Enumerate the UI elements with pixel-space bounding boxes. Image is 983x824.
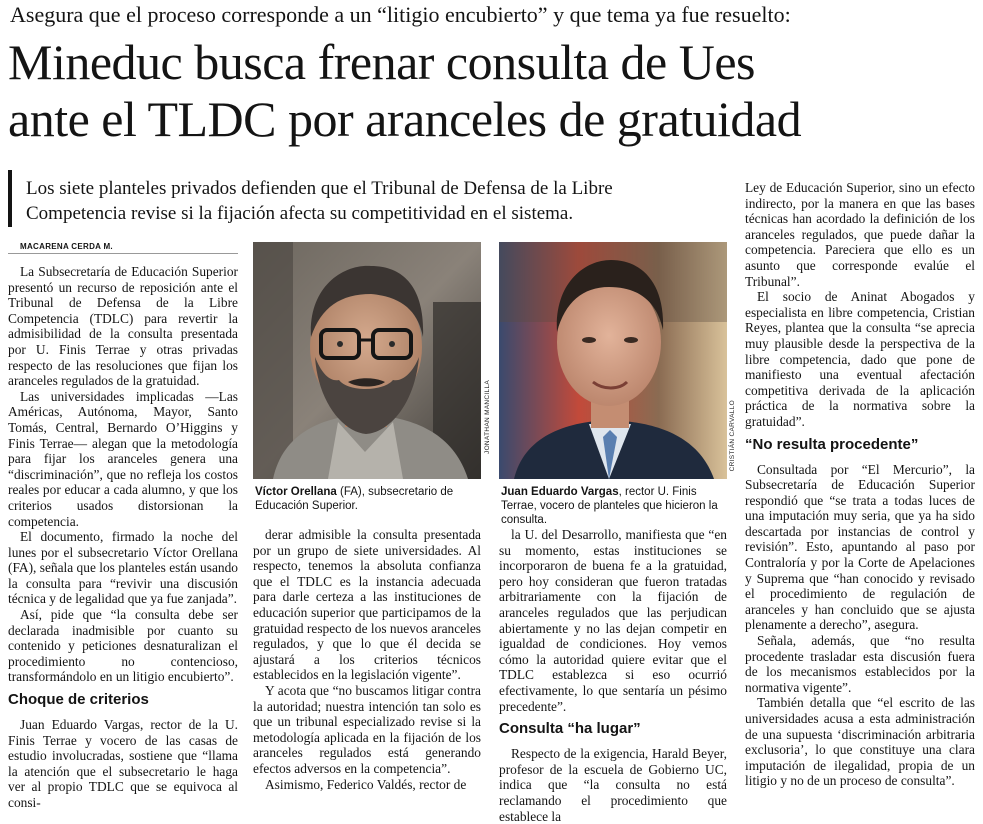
headline-line-2: ante el TLDC por aranceles de gratuidad [8,91,802,147]
paragraph: El socio de Aninat Abogados y especialista en libre competencia, Cristian Reyes, plantea que la consulta “se aprecia muy plausible desde la perspectiva de la libre competencia, dado que pone de manifiesto una eventual afectación competitiva derivada de la aplicación práctica de la normativa sobre la gratuidad”. [745,289,975,429]
dek-line-1: Los siete planteles privados defienden que el Tribunal de Defensa de la Libre [26,178,613,199]
photo-caption-right [501,485,731,527]
article-headline [8,34,978,148]
photo-victor-orellana [253,242,481,479]
portrait-image [499,242,727,479]
caption-name: Juan Eduardo Vargas [501,486,619,498]
paragraph: Consultada por “El Mercurio”, la Subsecretaría de Educación Superior respondió que “se trata a todas luces de una imputación muy seria, que ya ha sido descartada por instancias de control y revisión”. Esto, apuntando al paso por Contraloría y por la Corte de Apelaciones y Suprema que “han conocido y revisado el procedimiento de regulación de aranceles y han concluido que se ajusta plenamente a derecho”, asegura. [745,461,975,633]
byline-rule [8,253,238,254]
subheading: “No resulta procedente” [745,435,919,453]
photo-credit-right: CRISTIÁN CARVALLO [729,400,736,472]
paragraph: Juan Eduardo Vargas, rector de la U. Finis Terrae y vocero de las casas de estudio involucradas, sostiene que “llama la atención que el subsecretario le haga ver al propio TDLC que se equivoca al consi- [8,717,238,810]
paragraph: Señala, además, que “no resulta procedente trasladar esta discusión fuera de los mecanismos establecidos por la normativa vigente”. [745,633,975,695]
caption-text: , rector U. Finis Terrae, vocero de planteles que hicieron la consulta. [501,486,718,526]
paragraph: Respecto de la exigencia, Harald Beyer, profesor de la escuela de Gobierno UC, indica que “la consulta no está reclamando el procedimiento que establece la [499,746,727,824]
article-dek [26,176,731,226]
headline-line-1: Mineduc busca frenar consulta de Ues [8,34,755,90]
paragraph: Las universidades implicadas —Las Américas, Autónoma, Mayor, Santo Tomás, Central, Bernardo O’Higgins y Finis Terrae— alegan que la metodología para fijar los aranceles genera una “discriminación”, que no refleja los costos reales por educar a cada alumno, y que los criterios usados distorsionan la competencia. [8,388,238,529]
paragraph: También detalla que “el escrito de las universidades acusa a esta administración de una supuesta ‘discriminación arbitraria exclusoria’, lo que constituye una clara imputación de ilegalidad, propia de un litigio y no de un proceso de consulta”. [745,695,975,789]
paragraph: El documento, firmado la noche del lunes por el subsecretario Víctor Orellana (FA), señala que los planteles están usando la consulta para “revivir una discusión técnica y de legalidad que ya fue zanjada”. [8,529,238,607]
paragraph: Ley de Educación Superior, sino un efecto indirecto, por la manera en que las bases técnicas han acordado la definición de los aranceles regulados, que puede dañar la competencia. Pareciera que ello es un asunto que corresponde evalúe el Tribunal”. [745,180,975,289]
column-4 [745,180,975,797]
caption-name: Víctor Orellana [255,486,337,498]
dek-bar [8,170,12,227]
dek-line-2: Competencia revise si la fijación afecta su competitividad en el sistema. [26,203,574,224]
paragraph: la U. del Desarrollo, manifiesta que “en su momento, estas instituciones se incorporaron de buena fe a la gratuidad, pero hoy consideran que fueron tratadas arbitrariamente con la fijación de aranceles regulados que las perjudican abiertamente y no las dejan competir en igualdad de condiciones. Hoy vemos cómo la autoridad quiere evitar que el TDLC establezca si eso ocurrió efectivamente, lo que sentaría un pésimo precedente”. [499,527,727,714]
article-kicker: Asegura que el proceso corresponde a un “litigio encubierto” y que tema ya fue resuelto: [10,2,791,27]
column-2 [253,527,481,797]
photo-juan-eduardo-vargas [499,242,727,479]
paragraph: Así, pide que “la consulta debe ser declarada inadmisible por cuanto su contenido y peticiones desnaturalizan el procedimiento no contencioso, transformándolo en un litigio encubierto”. [8,607,238,685]
column-1 [8,264,238,810]
column-3 [499,527,727,824]
paragraph: Y acota que “no buscamos litigar contra la autoridad; nuestra intención tan solo es que un tribunal especializado revise si la metodología aplicada en la fijación de los aranceles regulados está generando efectos adversos en la competencia”. [253,682,481,776]
portrait-image [253,242,481,479]
paragraph: La Subsecretaría de Educación Superior presentó un recurso de reposición ante el Tribunal de Defensa de la Libre Competencia (TDLC) para revertir la admisibilidad de la consulta presentada por U. Finis Terrae y otras privadas respecto de las resoluciones que fijan los aranceles regulados de la gratuidad. [8,264,238,389]
paragraph: Asimismo, Federico Valdés, rector de [265,776,467,792]
subheading: Consulta “ha lugar” [499,720,641,738]
subheading: Choque de criterios [8,691,149,709]
paragraph: derar admisible la consulta presentada por un grupo de siete universidades. Al respecto, tenemos la absoluta confianza que el TDLC es la instancia adecuada para darle certeza a las instituciones de educación superior que participamos de la gratuidad respecto de los nuevos aranceles regulados, y que lo que él decida se ajustará a los criterios técnicos establecidos en la legislación vigente”. [253,527,481,683]
photo-credit-left: JONATHAN MANCILLA [484,380,491,454]
photo-caption-left [255,485,485,513]
byline: MACARENA CERDA M. [20,242,113,251]
caption-text: (FA), subsecretario de Educación Superior. [255,486,454,512]
